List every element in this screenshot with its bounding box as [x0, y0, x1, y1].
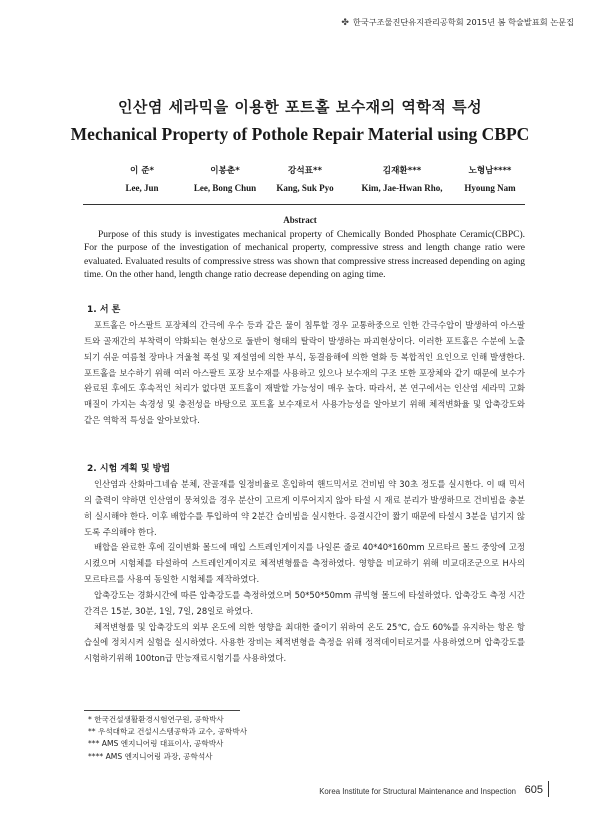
- section-2-heading: 2. 시험 계획 및 방법: [87, 464, 171, 474]
- author-name-english: Hyoung Nam: [464, 183, 516, 193]
- footnotes: [88, 714, 247, 763]
- footer-bar: [548, 781, 549, 797]
- paragraph: 인산염과 산화마그네슘 분체, 잔골재를 일정비율로 혼입하여 핸드믹서로 건비빔 약 30초 정도를 실시한다. 이 때 믹서의 출력이 약하면 인산염이 뭉쳐있을 경우 분산이 고르게 이루어지지 않아 타설 시 재료 분리가 발생하므로 건비빔을 충분히 실시해야 한다. 이후 배합수를 투입하여 약 2분간 습비빔을 실시한다. 응결시간이 짧기 때문에 타설시 3분을 넘기지 않도록 주의해야 한다.: [84, 479, 525, 537]
- author-1: [112, 164, 172, 193]
- footnote-divider: [84, 710, 240, 711]
- title-english: Mechanical Property of Pothole Repair Material using CBPC: [70, 124, 530, 144]
- footnote-item: * 한국건설생활환경시험연구원, 공학박사: [88, 715, 224, 724]
- paragraph: 압축강도는 경화시간에 따른 압축강도를 측정하였으며 50*50*50mm 큐빅형 몰드에 타설하였다. 압축강도 측정 시간간격은 15분, 30분, 1일, 7일, 28일로 하였다.: [84, 589, 525, 616]
- author-name-korean: 노형남****: [468, 166, 512, 176]
- abstract-heading: Abstract: [283, 215, 317, 225]
- section-1-body: [84, 318, 525, 429]
- header-ornament-icon: ✤: [341, 17, 349, 28]
- abstract-text: Purpose of this study is investigates mechanical property of Chemically Bonded Phosphate Ceramic(CBPC). For the purpose of the investigation of mechanical property, compressive stress and length change ratio were evaluated. Evaluated results of compressive stress was shown that compressive stress increased depending on aging time. On the other hand, length change ratio decrease depending on aging time.: [84, 230, 525, 280]
- footer-institute: Korea Institute for Structural Maintenance and Inspection: [319, 787, 516, 796]
- title-divider: [83, 204, 525, 205]
- journal-name: 한국구조물진단유지관리공학회 2015년 봄 학술발표회 논문집: [352, 17, 574, 27]
- author-5: [450, 164, 530, 193]
- section-1-heading: 1. 서 론: [87, 305, 121, 315]
- author-name-english: Lee, Jun: [125, 183, 159, 193]
- paragraph: 포트홀은 아스팔트 포장체의 간극에 우수 등과 같은 물이 침투할 경우 교통하중으로 인한 간극수압이 발생하여 아스팔트와 골재간의 부착력이 약화되는 현상으로 둘반이 형태의 탈락이 발생하는 파괴현상이다. 이러한 포트홀은 수분에 노출되기 쉬운 여름철 장마나 겨울철 폭설 및 제설염에 의한 부식, 동결융해에 의한 열화 등 복합적인 요인으로 인해 발생한다. 포트홀을 보수하기 위해 여러 아스팔트 포장 보수재를 사용하고 있으나 보수재의 구조 또한 포장체와 같기 때문에 보수가 완료된 후에도 후속적인 처리가 없다면 포트홀이 재발할 가능성이 매우 높다. 따라서, 본 연구에서는 인산염 세라믹 고화매질이 가지는 속경성 및 충전성을 바탕으로 포트홀 보수재로서 사용가능성을 알아보기 위해 체적변화율 및 압축강도와 같은 역학적 특성을 알아보았다.: [84, 320, 525, 426]
- author-name-english: Lee, Bong Chun: [193, 183, 257, 193]
- author-name-korean: 강석표**: [288, 166, 322, 176]
- page-number: 605: [524, 784, 543, 796]
- author-name-korean: 이봉춘*: [210, 166, 240, 176]
- author-2: [180, 164, 270, 193]
- running-header: [341, 17, 574, 28]
- paragraph: 배합을 완료한 후에 길이변화 몰드에 매입 스트레인게이지를 나일론 줄로 40*40*160mm 모르타르 몰드 중앙에 고정시켰으며 시험체를 타설하여 스트레인게이지로 체적변형률을 측정하였다. 영향을 비교하기 위해 비교대조군으로 H사의 모르타르를 사용여 동일한 시험체를 제작하였다.: [84, 542, 525, 585]
- section-2-body: [84, 477, 525, 667]
- footnote-item: *** AMS 엔지니어링 대표이사, 공학박사: [88, 739, 224, 749]
- author-4: [350, 164, 454, 193]
- author-name-english: Kang, Suk Pyo: [276, 183, 334, 193]
- author-name-korean: 이 준*: [129, 166, 155, 176]
- author-name-english: Kim, Jae-Hwan Rho,: [361, 183, 443, 193]
- author-name-korean: 김재환***: [382, 166, 422, 176]
- footnote-item: **** AMS 엔지니어링 과장, 공학석사: [88, 751, 213, 761]
- footnote-item: ** 우석대학교 건설시스템공학과 교수, 공학박사: [88, 727, 248, 737]
- author-3: [263, 164, 347, 193]
- paragraph: 체적변형률 및 압축강도의 외부 온도에 의한 영향을 최대한 줄이기 위하여 온도 25℃, 습도 60%를 유지하는 항온 항습실에 정치시켜 실험을 실시하였다. 사용한 장비는 체적변형을 측정을 위해 정적데이터로거를 사용하였으며 압축강도를 시험하기위해 100ton급 만능재료시험기를 사용하였다.: [84, 621, 525, 664]
- title-korean: 인산염 세라믹을 이용한 포트홀 보수재의 역학적 특성: [117, 98, 483, 116]
